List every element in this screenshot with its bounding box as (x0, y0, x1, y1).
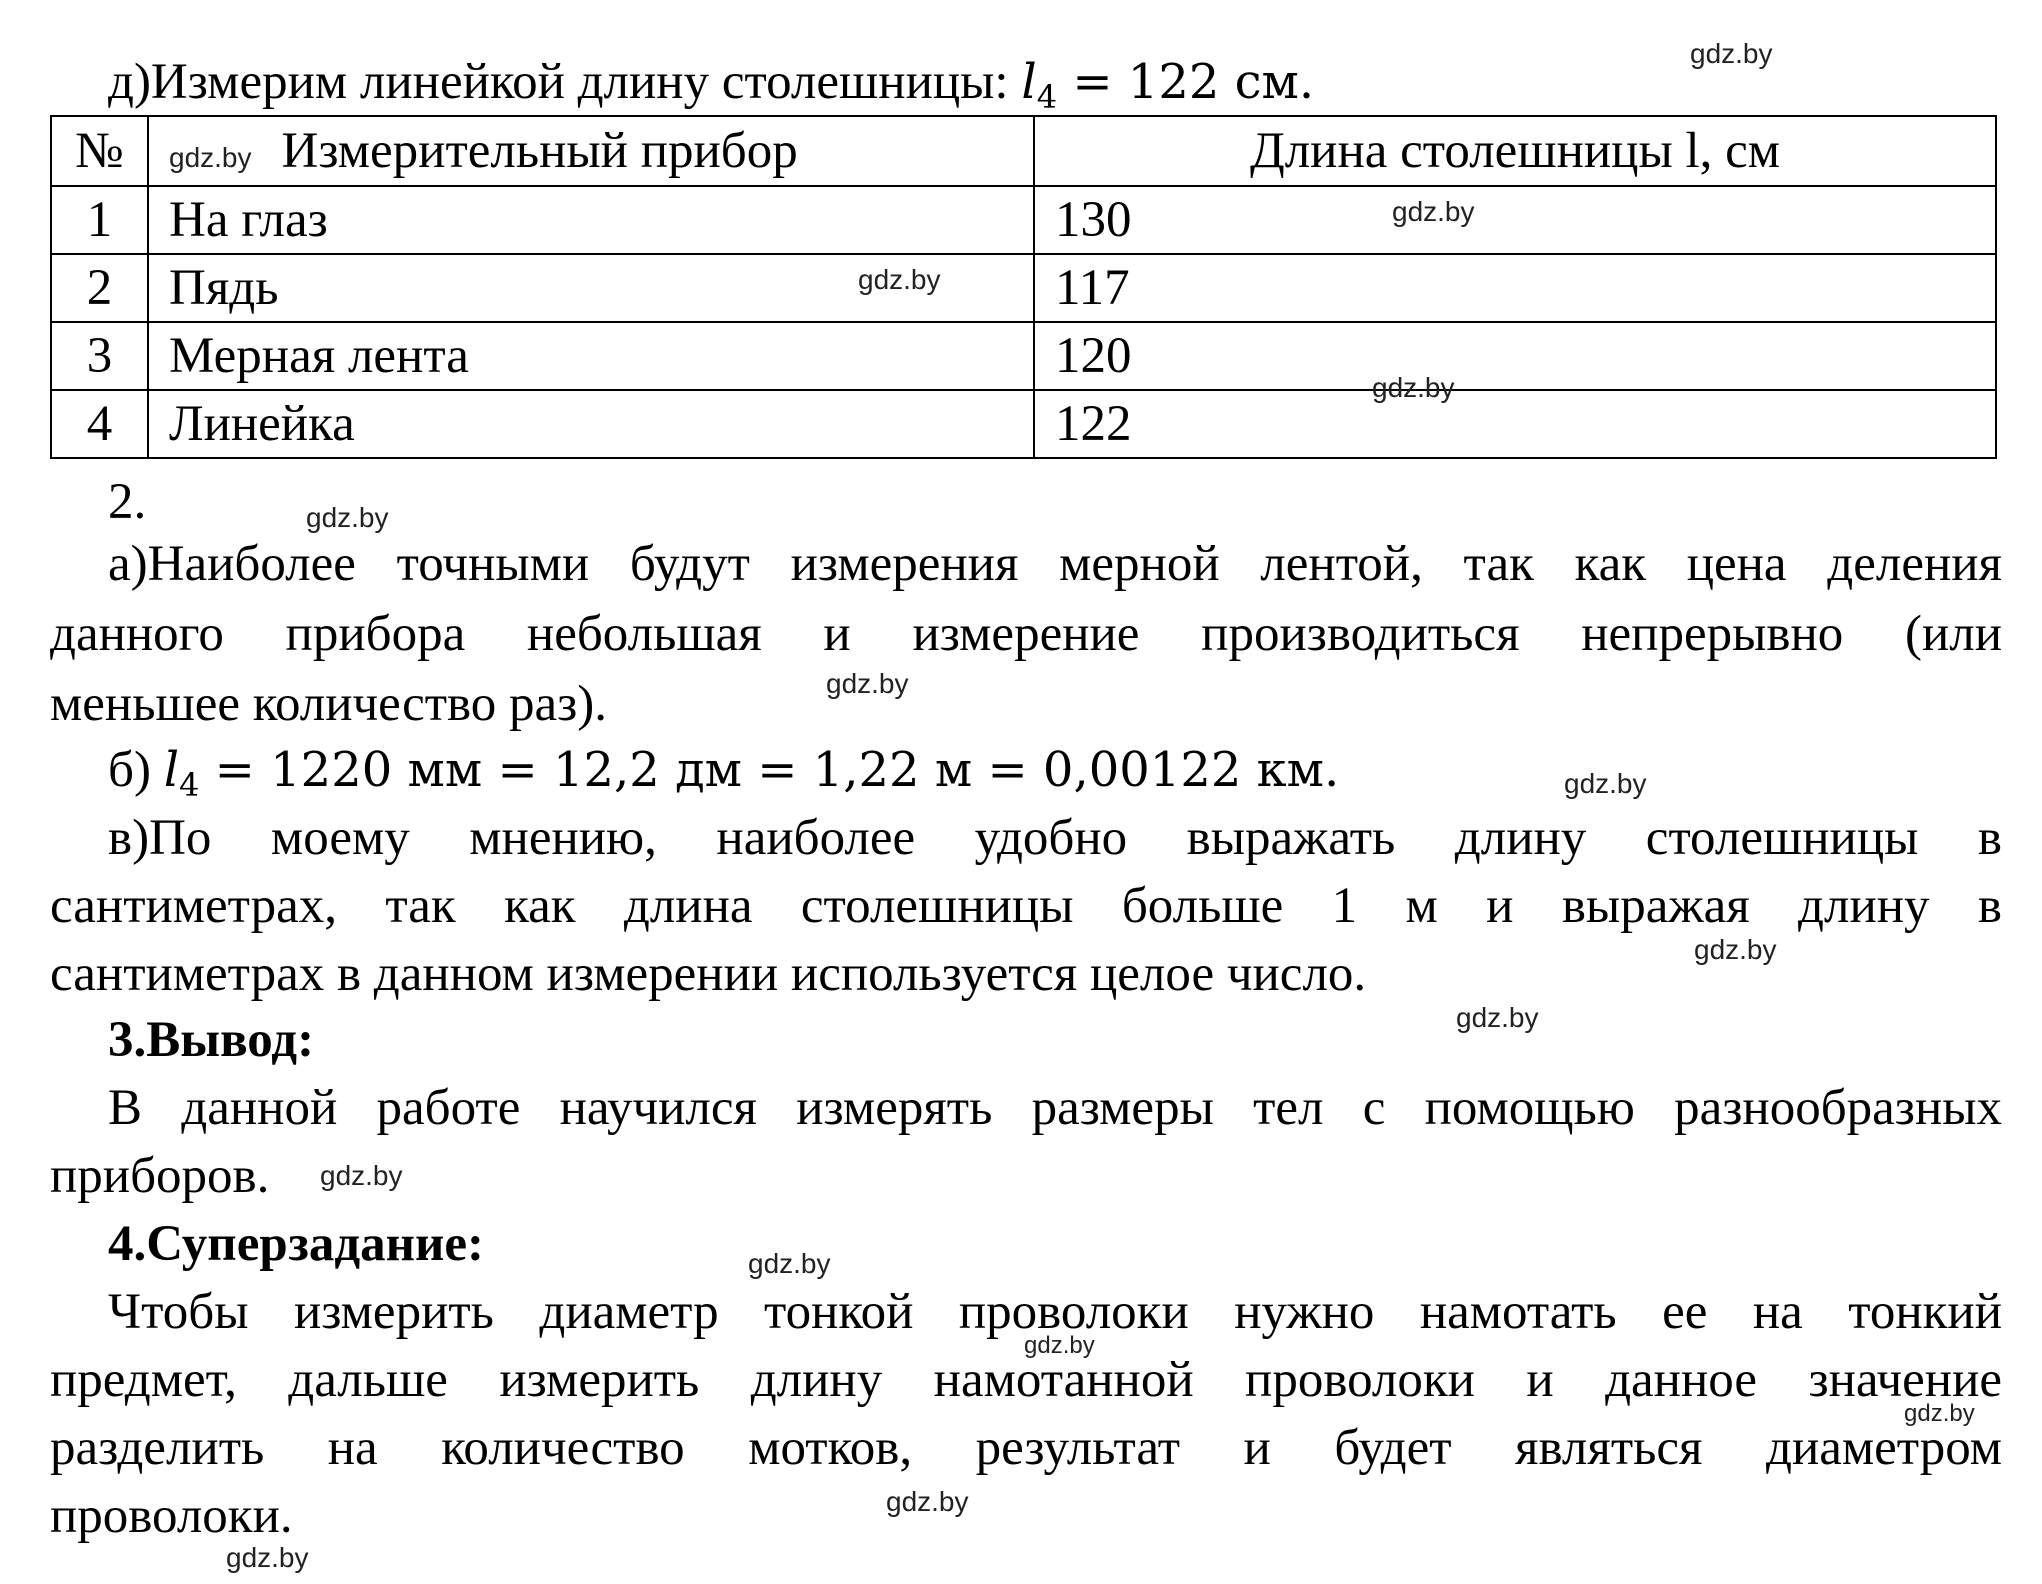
intro-text: д)Измерим линейкой длину столешницы: (108, 54, 1022, 110)
watermark: gdz.by (1564, 768, 1647, 799)
table-row: 3 Мерная лента 120 (51, 322, 1996, 390)
section2-a-line-3: меньшее количество раз). (50, 676, 607, 732)
watermark: gdz.by (226, 1542, 309, 1573)
section2-c-line-2: сантиметрах, так как длина столешницы больше 1 м и выражая длину в (50, 878, 2002, 934)
header-length: Длина столешницы l, см (1034, 116, 1996, 186)
watermark: gdz.by (886, 1486, 969, 1517)
section2-c-line-3: сантиметрах в данном измерении используется целое число. (50, 946, 1367, 1002)
section2-b-formula: $l_4 = 1220$ мм = 12,2 дм = 1,22 м = 0,00122 км. (163, 742, 1340, 804)
table-row: 1 На глаз 130 (51, 186, 1996, 254)
section4-line-3: разделить на количество мотков, результат и будет являться диаметром (50, 1420, 2002, 1476)
watermark: gdz.by (1904, 1400, 1975, 1427)
watermark: gdz.by (306, 502, 389, 533)
watermark: gdz.by (1690, 38, 1773, 69)
section4-line-4: проволоки. (50, 1488, 293, 1544)
section3-line-1: В данной работе научился измерять размеры тел с помощью разнообразных (108, 1080, 2002, 1136)
watermark: gdz.by (748, 1248, 831, 1279)
section2-c-line-1: в)По моему мнению, наиболее удобно выражать длину столешницы в (108, 810, 2002, 866)
section4-line-1: Чтобы измерить диаметр тонкой проволоки нужно намотать ее на тонкий (108, 1284, 2002, 1340)
watermark: gdz.by (169, 142, 252, 173)
section4-heading: 4.Суперзадание: (108, 1216, 485, 1272)
table-row: 2 Пядь 117 (51, 254, 1996, 322)
measurement-table (50, 115, 1997, 459)
section2-number: 2. (108, 474, 147, 530)
header-number: № (51, 116, 148, 186)
watermark: gdz.by (1392, 196, 1475, 227)
section4-line-2: предмет, дальше измерить длину намотанной проволоки и данное значение (50, 1352, 2002, 1408)
watermark: gdz.by (320, 1160, 403, 1191)
watermark: gdz.by (826, 668, 909, 699)
section3-heading: 3.Вывод: (108, 1012, 315, 1068)
watermark: gdz.by (858, 264, 941, 295)
section2-b-line: б) $l_4 = 1220$ мм = 12,2 дм = 1,22 м = 0,00122 км. (108, 742, 1340, 804)
table-row: 4 Линейка 122 (51, 390, 1996, 458)
watermark: gdz.by (1372, 372, 1455, 403)
section2-a-line-2: данного прибора небольшая и измерение производиться непрерывно (или (50, 606, 2002, 662)
watermark: gdz.by (1024, 1332, 1095, 1359)
section2-a-line-1: а)Наиболее точными будут измерения мерной лентой, так как цена деления (108, 536, 2002, 592)
header-device: gdz.by Измерительный прибор (148, 116, 1034, 186)
section3-line-2: приборов. (50, 1148, 270, 1204)
intro-formula: $l_4 = 122$ см. (1021, 54, 1315, 116)
watermark: gdz.by (1456, 1002, 1539, 1033)
table-header-row (51, 116, 1996, 186)
watermark: gdz.by (1694, 934, 1777, 965)
